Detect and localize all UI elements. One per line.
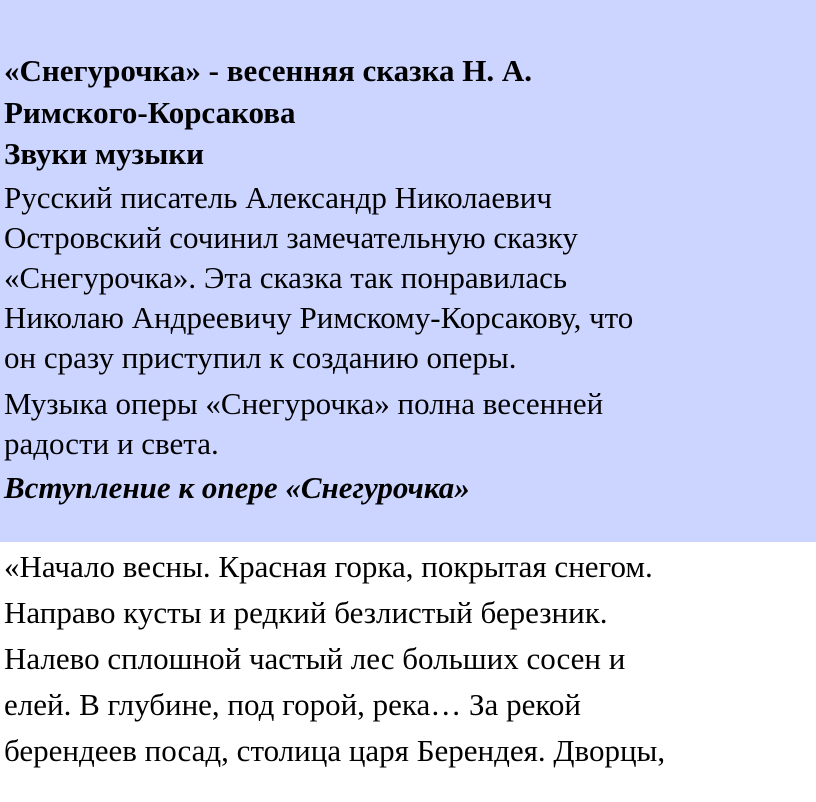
quote-line: «Начало весны. Красная горка, покрытая снегом. — [4, 549, 653, 584]
slide-content — [4, 50, 809, 506]
paragraph-line: Русский писатель Александр Николаевич — [4, 180, 552, 215]
subtitle: Звуки музыки — [4, 136, 205, 171]
paragraph-line: радости и света. — [4, 426, 219, 461]
paragraph-line: «Снегурочка». Эта сказка так понравилась — [4, 260, 568, 295]
paragraph-music — [4, 384, 809, 464]
quote-line: Направо кусты и редкий безлистый березник. — [4, 595, 608, 630]
section-heading: Вступление к опере «Снегурочка» — [4, 470, 470, 505]
paragraph-line: Островский сочинил замечательную сказку — [4, 220, 578, 255]
paragraph-line: Николаю Андреевичу Римскому-Корсакову, что — [4, 300, 634, 335]
page-title-line-1: «Снегурочка» - весенняя сказка Н. А. — [4, 53, 533, 88]
paragraph-line: он сразу приступил к созданию оперы. — [4, 340, 517, 375]
paragraph-line: Музыка оперы «Снегурочка» полна весенней — [4, 386, 604, 421]
page-title-line-2: Римского-Корсакова — [4, 95, 296, 130]
quote-line: елей. В глубине, под горой, река… За рекой — [4, 687, 581, 722]
quote-block — [4, 544, 812, 774]
quote-line: Налево сплошной частый лес больших сосен и — [4, 641, 626, 676]
paragraph-intro — [4, 178, 809, 378]
quote-line: берендеев посад, столица царя Берендея. Дворцы, — [4, 733, 666, 768]
